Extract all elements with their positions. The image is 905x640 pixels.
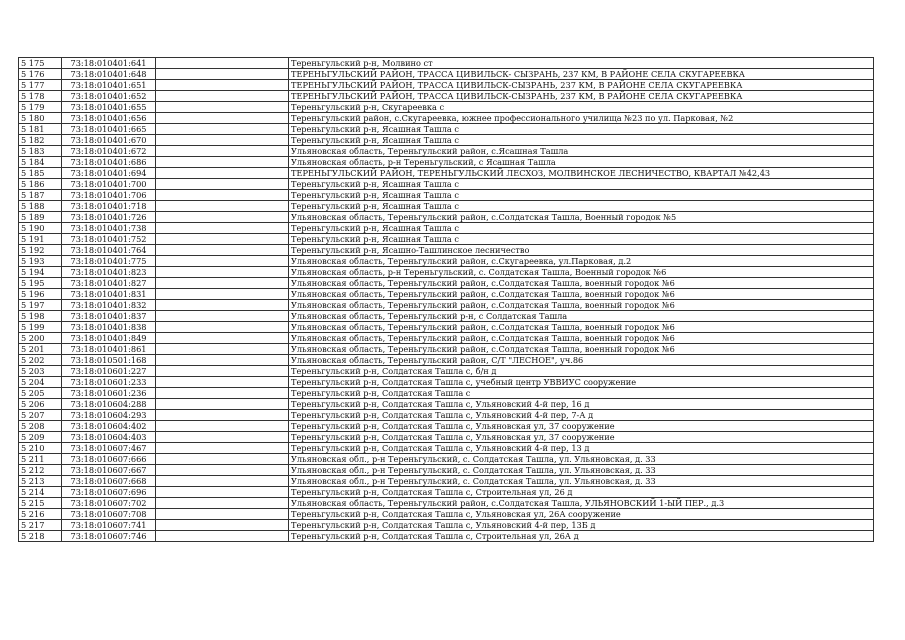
table-row: [19, 355, 874, 366]
address-cell: Ульяновская область, Тереньгульский район, с.Солдатская Ташла, военный городок №6: [289, 300, 874, 311]
cadastral-number-cell: 73:18:010607:667: [62, 465, 156, 476]
row-number-cell: 5 197: [19, 300, 62, 311]
empty-cell: [156, 531, 289, 542]
address-cell: ТЕРЕНЬГУЛЬСКИЙ РАЙОН, ТРАССА ЦИВИЛЬСК-СЫЗРАНЬ, 237 КМ, В РАЙОНЕ СЕЛА СКУГАРЕЕВКА: [289, 91, 874, 102]
row-number-cell: 5 187: [19, 190, 62, 201]
empty-cell: [156, 179, 289, 190]
table-row: [19, 223, 874, 234]
table-body: [19, 58, 874, 542]
table-row: [19, 322, 874, 333]
table-row: [19, 498, 874, 509]
cadastral-number-cell: 73:18:010601:236: [62, 388, 156, 399]
cadastral-number-cell: 73:18:010401:832: [62, 300, 156, 311]
cadastral-number-cell: 73:18:010401:827: [62, 278, 156, 289]
table-row: [19, 465, 874, 476]
cadastral-number-cell: 73:18:010607:746: [62, 531, 156, 542]
cadastral-number-cell: 73:18:010607:666: [62, 454, 156, 465]
row-number-cell: 5 201: [19, 344, 62, 355]
table-row: [19, 267, 874, 278]
cadastral-table: [18, 57, 874, 542]
cadastral-number-cell: 73:18:010401:694: [62, 168, 156, 179]
cadastral-number-cell: 73:18:010401:655: [62, 102, 156, 113]
address-cell: Тереньгульский р-н, Ясашно-Ташлинское лесничество: [289, 245, 874, 256]
empty-cell: [156, 465, 289, 476]
row-number-cell: 5 198: [19, 311, 62, 322]
row-number-cell: 5 212: [19, 465, 62, 476]
table-row: [19, 102, 874, 113]
cadastral-number-cell: 73:18:010401:686: [62, 157, 156, 168]
cadastral-number-cell: 73:18:010401:823: [62, 267, 156, 278]
row-number-cell: 5 202: [19, 355, 62, 366]
address-cell: Тереньгульский р-н, Солдатская Ташла с, б/н д: [289, 366, 874, 377]
address-cell: Тереньгульский р-н, Солдатская Ташла с, Ульяновский 4-й пер, 7-А д: [289, 410, 874, 421]
address-cell: Тереньгульский р-н, Ясашная Ташла с: [289, 124, 874, 135]
table-row: [19, 80, 874, 91]
cadastral-number-cell: 73:18:010401:764: [62, 245, 156, 256]
address-cell: Тереньгульский р-н, Ясашная Ташла с: [289, 190, 874, 201]
cadastral-number-cell: 73:18:010401:706: [62, 190, 156, 201]
row-number-cell: 5 179: [19, 102, 62, 113]
row-number-cell: 5 178: [19, 91, 62, 102]
address-cell: Ульяновская обл., р-н Тереньгульский, с. Солдатская Ташла, ул. Ульяновская, д. 33: [289, 476, 874, 487]
address-cell: Тереньгульский р-н, Солдатская Ташла с, Ульяновская ул, 37 сооружение: [289, 421, 874, 432]
row-number-cell: 5 204: [19, 377, 62, 388]
row-number-cell: 5 206: [19, 399, 62, 410]
table-row: [19, 333, 874, 344]
row-number-cell: 5 199: [19, 322, 62, 333]
cadastral-number-cell: 73:18:010607:696: [62, 487, 156, 498]
address-cell: Тереньгульский р-н, Солдатская Ташла с, Ульяновский 4-й пер, 13Б д: [289, 520, 874, 531]
table-row: [19, 476, 874, 487]
table-row: [19, 388, 874, 399]
table-row: [19, 300, 874, 311]
table-row: [19, 410, 874, 421]
empty-cell: [156, 135, 289, 146]
empty-cell: [156, 509, 289, 520]
address-cell: ТЕРЕНЬГУЛЬСКИЙ РАЙОН, ТРАССА ЦИВИЛЬСК- СЫЗРАНЬ, 237 КМ, В РАЙОНЕ СЕЛА СКУГАРЕЕВКА: [289, 69, 874, 80]
row-number-cell: 5 183: [19, 146, 62, 157]
cadastral-number-cell: 73:18:010604:293: [62, 410, 156, 421]
empty-cell: [156, 487, 289, 498]
row-number-cell: 5 217: [19, 520, 62, 531]
address-cell: Тереньгульский р-н, Ясашная Ташла с: [289, 223, 874, 234]
table-row: [19, 443, 874, 454]
empty-cell: [156, 520, 289, 531]
table-row: [19, 432, 874, 443]
address-cell: Ульяновская область, р-н Тереньгульский, с. Солдатская Ташла, Военный городок №6: [289, 267, 874, 278]
table-row: [19, 234, 874, 245]
table-row: [19, 531, 874, 542]
empty-cell: [156, 124, 289, 135]
address-cell: Ульяновская область, р-н Тереньгульский, с Ясашная Ташла: [289, 157, 874, 168]
empty-cell: [156, 289, 289, 300]
address-cell: Тереньгульский р-н, Скугареевка с: [289, 102, 874, 113]
table-row: [19, 289, 874, 300]
cadastral-number-cell: 73:18:010601:233: [62, 377, 156, 388]
address-cell: Тереньгульский р-н, Ясашная Ташла с: [289, 179, 874, 190]
cadastral-number-cell: 73:18:010401:838: [62, 322, 156, 333]
address-cell: Ульяновская область, Тереньгульский район, с.Скугареевка, ул.Парковая, д.2: [289, 256, 874, 267]
cadastral-number-cell: 73:18:010401:641: [62, 58, 156, 69]
address-cell: Ульяновская область, Тереньгульский район, с.Солдатская Ташла, УЛЬЯНОВСКИЙ 1-ЫЙ ПЕР., д.3: [289, 498, 874, 509]
row-number-cell: 5 190: [19, 223, 62, 234]
row-number-cell: 5 210: [19, 443, 62, 454]
empty-cell: [156, 146, 289, 157]
row-number-cell: 5 184: [19, 157, 62, 168]
row-number-cell: 5 177: [19, 80, 62, 91]
row-number-cell: 5 215: [19, 498, 62, 509]
empty-cell: [156, 201, 289, 212]
address-cell: Тереньгульский р-н, Солдатская Ташла с, учебный центр УВВИУС сооружение: [289, 377, 874, 388]
cadastral-number-cell: 73:18:010401:861: [62, 344, 156, 355]
cadastral-number-cell: 73:18:010607:741: [62, 520, 156, 531]
cadastral-number-cell: 73:18:010401:648: [62, 69, 156, 80]
cadastral-number-cell: 73:18:010604:288: [62, 399, 156, 410]
table-row: [19, 190, 874, 201]
table-row: [19, 69, 874, 80]
cadastral-number-cell: 73:18:010401:670: [62, 135, 156, 146]
table-row: [19, 58, 874, 69]
address-cell: Ульяновская область, Тереньгульский район, с.Ясашная Ташла: [289, 146, 874, 157]
empty-cell: [156, 157, 289, 168]
table-row: [19, 201, 874, 212]
address-cell: Тереньгульский р-н, Солдатская Ташла с, Ульяновская ул, 37 сооружение: [289, 432, 874, 443]
cadastral-number-cell: 73:18:010607:668: [62, 476, 156, 487]
table-row: [19, 146, 874, 157]
address-cell: Тереньгульский р-н, Солдатская Ташла с, Ульяновский 4-й пер, 16 д: [289, 399, 874, 410]
empty-cell: [156, 80, 289, 91]
empty-cell: [156, 256, 289, 267]
row-number-cell: 5 209: [19, 432, 62, 443]
cadastral-number-cell: 73:18:010401:651: [62, 80, 156, 91]
address-cell: Тереньгульский р-н, Молвино ст: [289, 58, 874, 69]
row-number-cell: 5 175: [19, 58, 62, 69]
table-row: [19, 168, 874, 179]
cadastral-number-cell: 73:18:010401:831: [62, 289, 156, 300]
address-cell: Тереньгульский р-н, Ясашная Ташла с: [289, 135, 874, 146]
cadastral-number-cell: 73:18:010401:665: [62, 124, 156, 135]
cadastral-number-cell: 73:18:010607:702: [62, 498, 156, 509]
table-row: [19, 113, 874, 124]
row-number-cell: 5 186: [19, 179, 62, 190]
row-number-cell: 5 195: [19, 278, 62, 289]
empty-cell: [156, 377, 289, 388]
row-number-cell: 5 181: [19, 124, 62, 135]
cadastral-number-cell: 73:18:010401:738: [62, 223, 156, 234]
address-cell: Тереньгульский р-н, Солдатская Ташла с, Строительная ул, 26 д: [289, 487, 874, 498]
empty-cell: [156, 454, 289, 465]
table-row: [19, 487, 874, 498]
row-number-cell: 5 196: [19, 289, 62, 300]
row-number-cell: 5 203: [19, 366, 62, 377]
address-cell: Ульяновская область, Тереньгульский район, с.Солдатская Ташла, военный городок №6: [289, 289, 874, 300]
table-row: [19, 124, 874, 135]
address-cell: Тереньгульский р-н, Ясашная Ташла с: [289, 234, 874, 245]
empty-cell: [156, 245, 289, 256]
empty-cell: [156, 476, 289, 487]
table-row: [19, 454, 874, 465]
cadastral-number-cell: 73:18:010401:672: [62, 146, 156, 157]
table-row: [19, 256, 874, 267]
empty-cell: [156, 421, 289, 432]
row-number-cell: 5 213: [19, 476, 62, 487]
cadastral-number-cell: 73:18:010401:656: [62, 113, 156, 124]
table-row: [19, 421, 874, 432]
address-cell: Ульяновская область, Тереньгульский район, с.Солдатская Ташла, военный городок №6: [289, 333, 874, 344]
cadastral-number-cell: 73:18:010607:708: [62, 509, 156, 520]
empty-cell: [156, 443, 289, 454]
row-number-cell: 5 205: [19, 388, 62, 399]
empty-cell: [156, 366, 289, 377]
table-row: [19, 91, 874, 102]
address-cell: Тереньгульский район, с.Скугареевка, южнее профессионального училища №23 по ул. Парковая, №2: [289, 113, 874, 124]
empty-cell: [156, 212, 289, 223]
empty-cell: [156, 267, 289, 278]
cadastral-number-cell: 73:18:010401:700: [62, 179, 156, 190]
table-row: [19, 366, 874, 377]
cadastral-number-cell: 73:18:010401:775: [62, 256, 156, 267]
empty-cell: [156, 234, 289, 245]
cadastral-number-cell: 73:18:010401:849: [62, 333, 156, 344]
cadastral-number-cell: 73:18:010401:837: [62, 311, 156, 322]
table-row: [19, 509, 874, 520]
empty-cell: [156, 223, 289, 234]
address-cell: Ульяновская область, Тереньгульский район, с.Солдатская Ташла, военный городок №6: [289, 278, 874, 289]
cadastral-number-cell: 73:18:010607:467: [62, 443, 156, 454]
address-cell: Тереньгульский р-н, Ясашная Ташла с: [289, 201, 874, 212]
table-row: [19, 135, 874, 146]
empty-cell: [156, 91, 289, 102]
row-number-cell: 5 214: [19, 487, 62, 498]
address-cell: ТЕРЕНЬГУЛЬСКИЙ РАЙОН, ТЕРЕНЬГУЛЬСКИЙ ЛЕСХОЗ, МОЛВИНСКОЕ ЛЕСНИЧЕСТВО, КВАРТАЛ №42,43: [289, 168, 874, 179]
address-cell: Тереньгульский р-н, Солдатская Ташла с: [289, 388, 874, 399]
table-row: [19, 311, 874, 322]
row-number-cell: 5 185: [19, 168, 62, 179]
empty-cell: [156, 168, 289, 179]
row-number-cell: 5 200: [19, 333, 62, 344]
row-number-cell: 5 189: [19, 212, 62, 223]
address-cell: Ульяновская обл., р-н Тереньгульский, с. Солдатская Ташла, ул. Ульяновская, д. 33: [289, 465, 874, 476]
row-number-cell: 5 188: [19, 201, 62, 212]
empty-cell: [156, 102, 289, 113]
empty-cell: [156, 388, 289, 399]
address-cell: ТЕРЕНЬГУЛЬСКИЙ РАЙОН, ТРАССА ЦИВИЛЬСК-СЫЗРАНЬ, 237 КМ, В РАЙОНЕ СЕЛА СКУГАРЕЕВКА: [289, 80, 874, 91]
table-row: [19, 157, 874, 168]
row-number-cell: 5 194: [19, 267, 62, 278]
empty-cell: [156, 399, 289, 410]
address-cell: Тереньгульский р-н, Солдатская Ташла с, Ульяновский 4-й пер, 13 д: [289, 443, 874, 454]
row-number-cell: 5 191: [19, 234, 62, 245]
empty-cell: [156, 190, 289, 201]
row-number-cell: 5 218: [19, 531, 62, 542]
table-row: [19, 245, 874, 256]
cadastral-number-cell: 73:18:010501:168: [62, 355, 156, 366]
table-row: [19, 399, 874, 410]
empty-cell: [156, 278, 289, 289]
cadastral-number-cell: 73:18:010401:718: [62, 201, 156, 212]
empty-cell: [156, 300, 289, 311]
address-cell: Ульяновская область, Тереньгульский район, с.Солдатская Ташла, военный городок №6: [289, 322, 874, 333]
table-row: [19, 377, 874, 388]
empty-cell: [156, 311, 289, 322]
table-row: [19, 344, 874, 355]
cadastral-number-cell: 73:18:010401:652: [62, 91, 156, 102]
address-cell: Тереньгульский р-н, Солдатская Ташла с, Ульяновская ул, 26А сооружение: [289, 509, 874, 520]
empty-cell: [156, 498, 289, 509]
empty-cell: [156, 355, 289, 366]
row-number-cell: 5 211: [19, 454, 62, 465]
address-cell: Ульяновская область, Тереньгульский район, С/Т "ЛЕСНОЕ", уч.86: [289, 355, 874, 366]
empty-cell: [156, 333, 289, 344]
cadastral-number-cell: 73:18:010604:402: [62, 421, 156, 432]
address-cell: Ульяновская область, Тереньгульский район, с.Солдатская Ташла, военный городок №6: [289, 344, 874, 355]
table-row: [19, 278, 874, 289]
cadastral-number-cell: 73:18:010604:403: [62, 432, 156, 443]
row-number-cell: 5 192: [19, 245, 62, 256]
empty-cell: [156, 410, 289, 421]
address-cell: Ульяновская обл., р-н Тереньгульский, с. Солдатская Ташла, ул. Ульяновская, д. 33: [289, 454, 874, 465]
row-number-cell: 5 216: [19, 509, 62, 520]
address-cell: Ульяновская область, Тереньгульский р-н, с Солдатская Ташла: [289, 311, 874, 322]
row-number-cell: 5 207: [19, 410, 62, 421]
table-row: [19, 520, 874, 531]
row-number-cell: 5 176: [19, 69, 62, 80]
row-number-cell: 5 208: [19, 421, 62, 432]
empty-cell: [156, 432, 289, 443]
empty-cell: [156, 344, 289, 355]
table-row: [19, 212, 874, 223]
row-number-cell: 5 193: [19, 256, 62, 267]
address-cell: Ульяновская область, Тереньгульский район, с.Солдатская Ташла, Военный городок №5: [289, 212, 874, 223]
empty-cell: [156, 58, 289, 69]
row-number-cell: 5 182: [19, 135, 62, 146]
row-number-cell: 5 180: [19, 113, 62, 124]
cadastral-number-cell: 73:18:010601:227: [62, 366, 156, 377]
empty-cell: [156, 322, 289, 333]
table-row: [19, 179, 874, 190]
empty-cell: [156, 69, 289, 80]
cadastral-number-cell: 73:18:010401:752: [62, 234, 156, 245]
cadastral-number-cell: 73:18:010401:726: [62, 212, 156, 223]
address-cell: Тереньгульский р-н, Солдатская Ташла с, Строительная ул, 26А д: [289, 531, 874, 542]
empty-cell: [156, 113, 289, 124]
